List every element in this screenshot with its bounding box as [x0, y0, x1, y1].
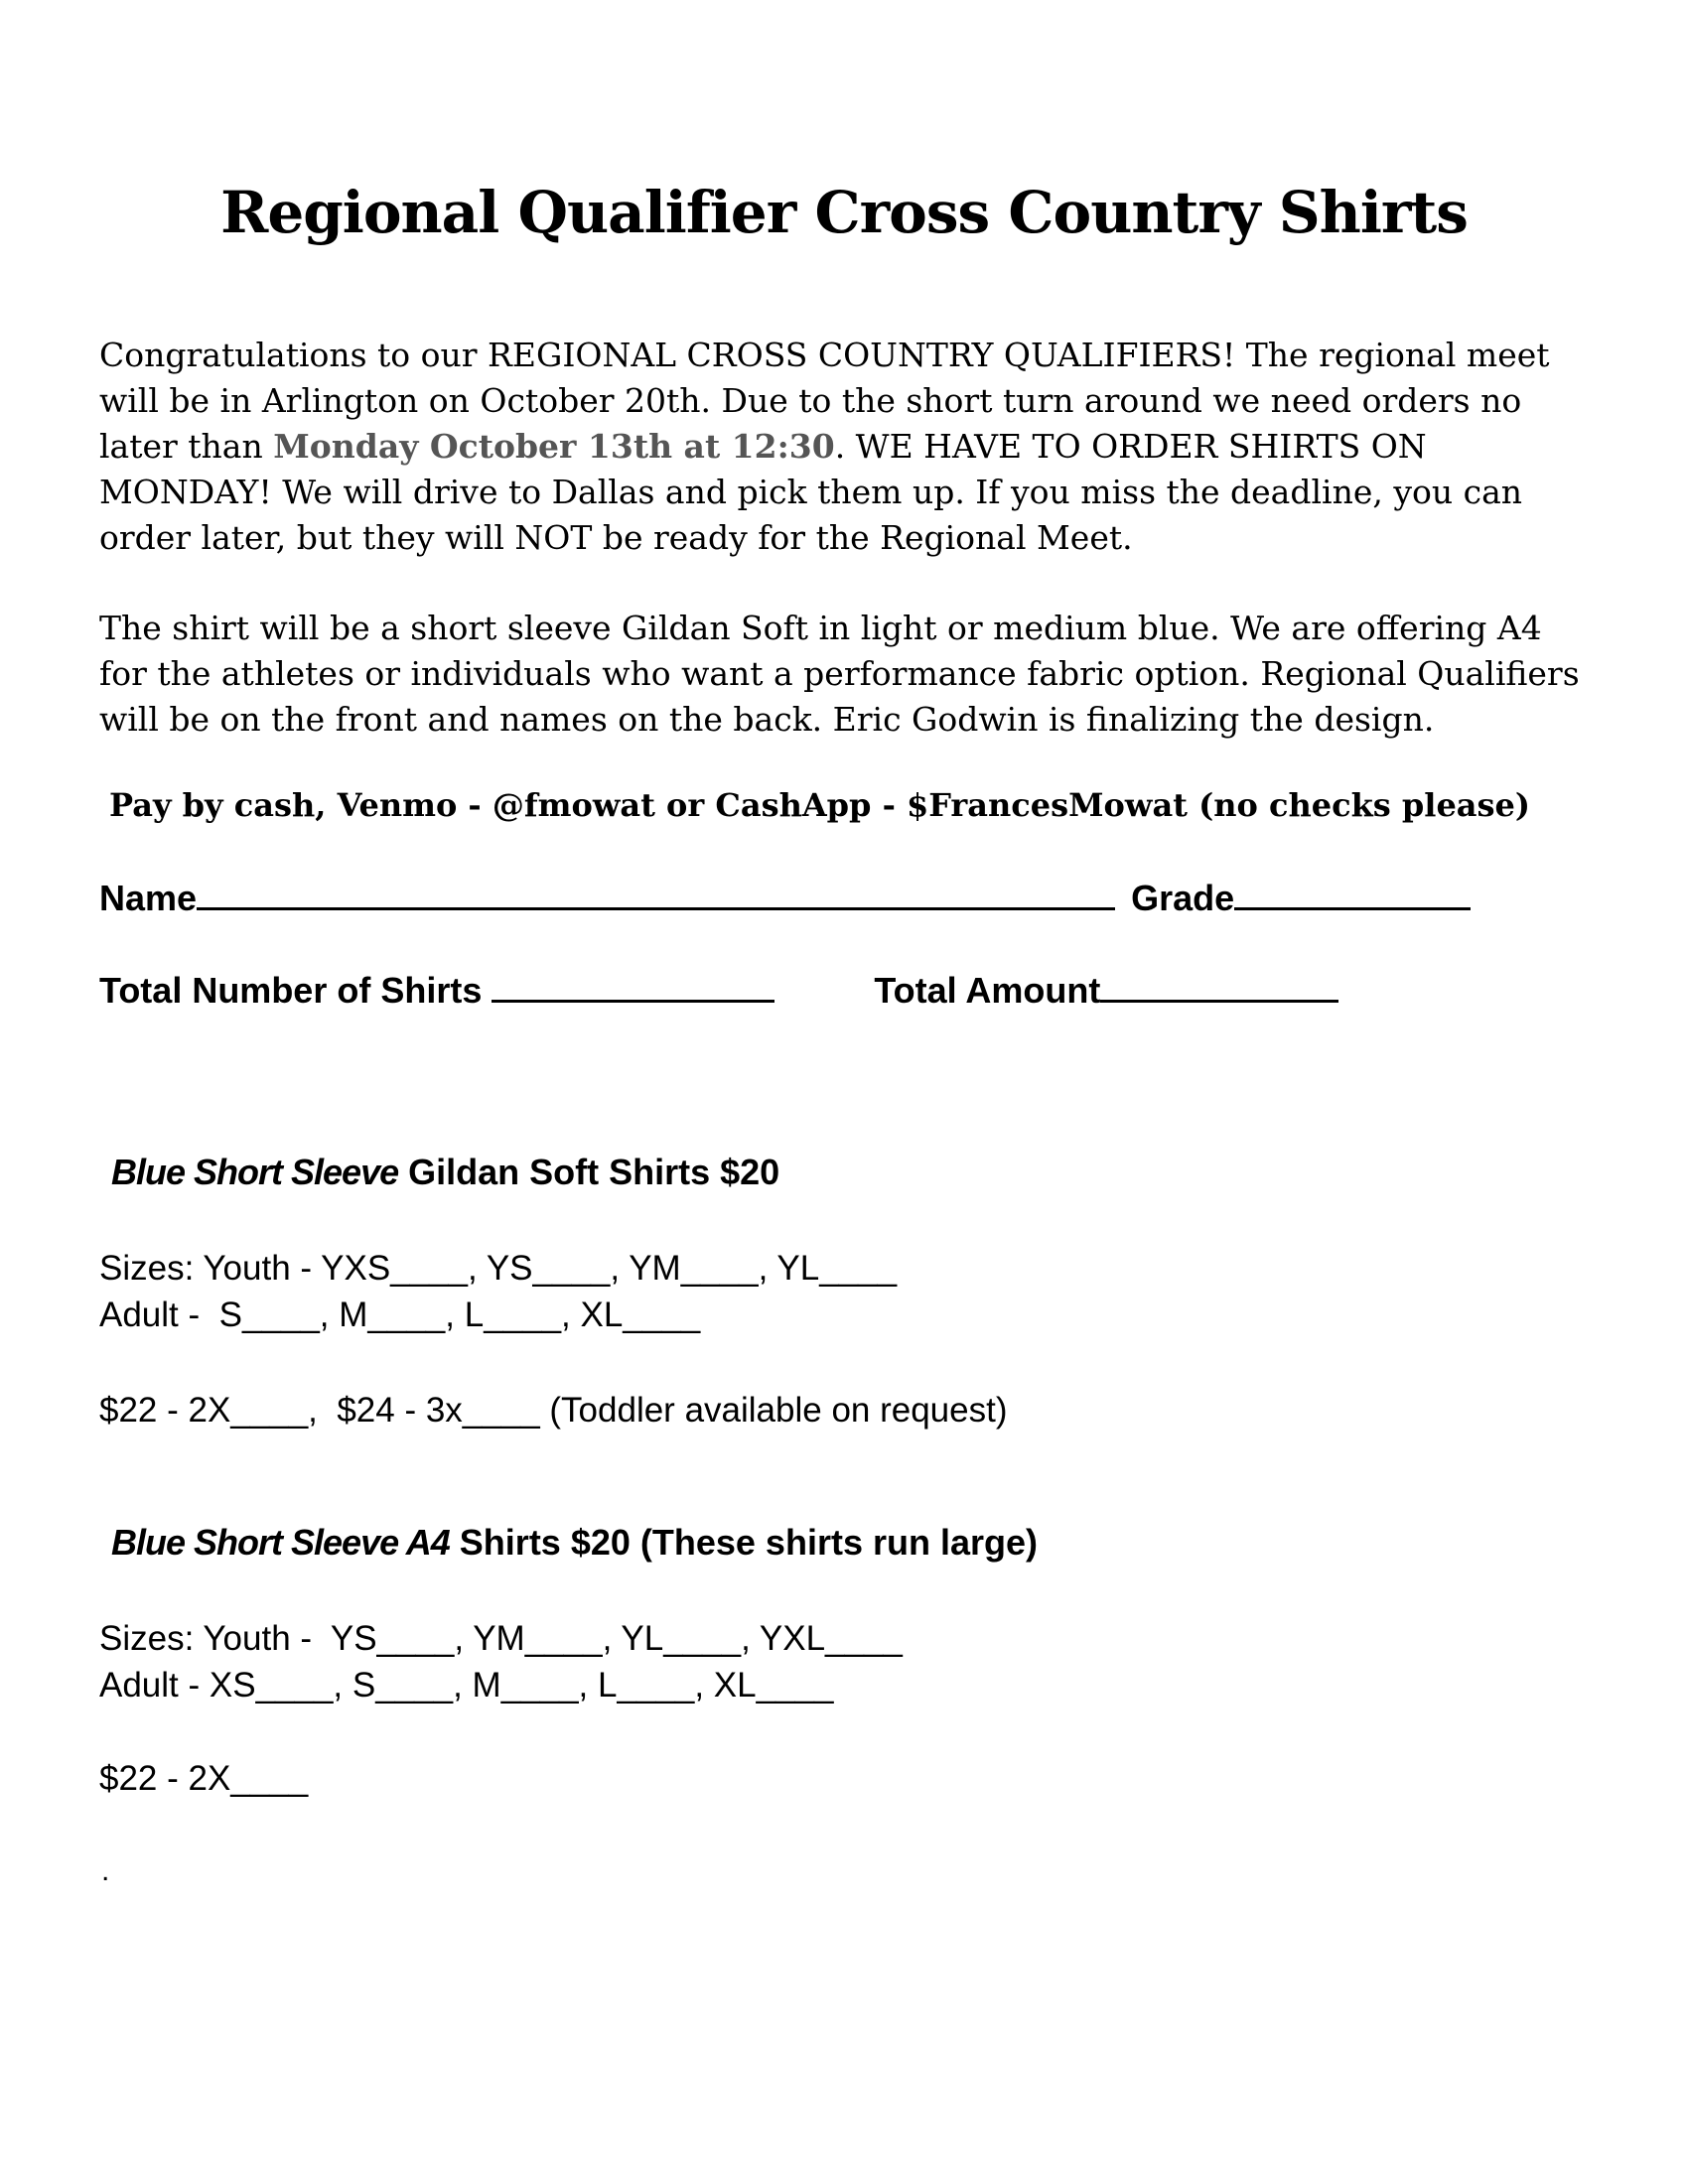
totals-row	[99, 970, 1338, 1012]
page-title: Regional Qualifier Cross Country Shirts	[220, 179, 1468, 246]
name-label: Name	[99, 878, 198, 918]
gildan-extended-sizes[interactable]: $22 - 2X____, $24 - 3x____ (Toddler available on request)	[99, 1391, 1008, 1430]
trailing-mark: .	[101, 1854, 110, 1887]
gildan-heading-rest: Gildan Soft Shirts $20	[398, 1152, 780, 1192]
name-field[interactable]	[197, 878, 1115, 910]
total-amount-field[interactable]	[1100, 970, 1338, 1003]
grade-field[interactable]	[1234, 878, 1471, 910]
a4-youth-sizes[interactable]: Sizes: Youth - YS____, YM____, YL____, YXL____	[99, 1619, 903, 1658]
total-shirts-field[interactable]	[492, 970, 774, 1003]
shirt-description: The shirt will be a short sleeve Gildan Soft in light or medium blue. We are offering A4 for the athletes or individuals who want a performance fabric option. Regional Qualifiers will be on the front and names on the back. Eric Godwin is finalizing the design.	[99, 609, 1580, 739]
gildan-section-heading	[111, 1152, 779, 1193]
a4-heading-rest: Shirts $20 (These shirts run large)	[449, 1522, 1038, 1563]
gildan-adult-sizes[interactable]: Adult - S____, M____, L____, XL____	[99, 1296, 701, 1334]
intro-paragraph	[99, 333, 1589, 561]
gildan-heading-emphasis: Blue Short Sleeve	[111, 1152, 399, 1192]
grade-label: Grade	[1131, 878, 1235, 918]
a4-section-heading	[111, 1522, 1038, 1564]
total-shirts-label: Total Number of Shirts	[99, 970, 492, 1011]
a4-heading-emphasis: Blue Short Sleeve A4	[111, 1522, 450, 1563]
a4-sizes	[99, 1615, 903, 1708]
a4-extended-sizes[interactable]: $22 - 2X____	[99, 1759, 309, 1798]
name-grade-row	[99, 878, 1471, 919]
gildan-sizes	[99, 1245, 897, 1338]
a4-adult-sizes[interactable]: Adult - XS____, S____, M____, L____, XL____	[99, 1666, 834, 1705]
intro-text-part1: Congratulations to our REGIONAL CROSS COUNTRY QUALIFIERS! The regional meet will be in Arlington on October 20th. Due to the short turn around we need orders no later than	[99, 336, 1550, 466]
payment-info: Pay by cash, Venmo - @fmowat or CashApp - $FrancesMowat (no checks please)	[109, 786, 1531, 824]
intro-text-part2: . WE HAVE TO ORDER SHIRTS ON MONDAY! We will drive to Dallas and pick them up. If you miss the deadline, you can order later, but they will NOT be ready for the Regional Meet.	[99, 427, 1523, 557]
total-amount-label: Total Amount	[874, 970, 1101, 1011]
gildan-youth-sizes[interactable]: Sizes: Youth - YXS____, YS____, YM____, YL____	[99, 1249, 898, 1288]
order-deadline: Monday October 13th at 12:30	[273, 427, 835, 466]
